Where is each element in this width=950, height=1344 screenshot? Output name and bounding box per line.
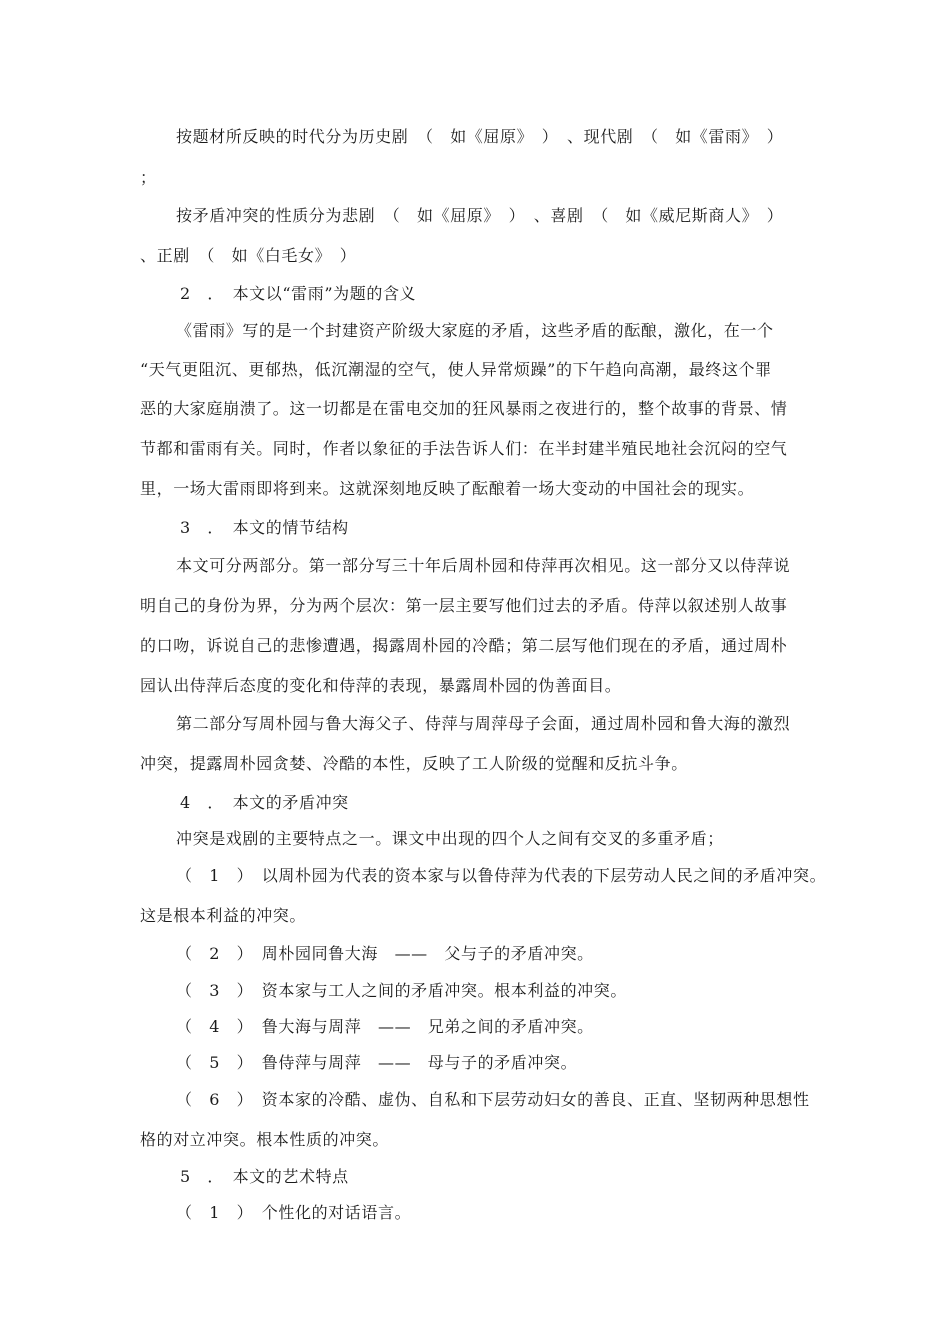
- text-line: 里，一场大雷雨即将到来。这就深刻地反映了酝酿着一场大变动的中国社会的现实。: [140, 479, 755, 498]
- text-line: “天气更阻沉、更郁热，低沉潮湿的空气，使人异常烦躁”的下午趋向高潮，最终这个罪: [140, 360, 772, 379]
- text-line: ；: [140, 168, 157, 187]
- list-item: （ 5 ） 鲁侍萍与周萍 —— 母与子的矛盾冲突。: [176, 1053, 578, 1072]
- text-line: 按矛盾冲突的性质分为悲剧 （ 如《屈原》 ） 、喜剧 （ 如《威尼斯商人》 ）: [176, 206, 784, 225]
- text-line: 节都和雷雨有关。同时，作者以象征的手法告诉人们：在半封建半殖民地社会沉闷的空气: [140, 439, 788, 458]
- list-item: （ 2 ） 周朴园同鲁大海 —— 父与子的矛盾冲突。: [176, 944, 594, 963]
- text-line: 恶的大家庭崩溃了。这一切都是在雷电交加的狂风暴雨之夜进行的，整个故事的背景、情: [140, 399, 788, 418]
- list-item: （ 3 ） 资本家与工人之间的矛盾冲突。根本利益的冲突。: [176, 981, 627, 1000]
- list-item: （ 6 ） 资本家的冷酷、虚伪、自私和下层劳动妇女的善良、正直、坚韧两种思想性: [176, 1090, 810, 1109]
- list-item: （ 1 ） 以周朴园为代表的资本家与以鲁侍萍为代表的下层劳动人民之间的矛盾冲突。: [176, 866, 827, 885]
- text-line: 、正剧 （ 如《白毛女》 ）: [140, 246, 357, 265]
- text-line: 这是根本利益的冲突。: [140, 906, 307, 925]
- text-line: 的口吻，诉说自己的悲惨遭遇，揭露周朴园的冷酷；第二层写他们现在的矛盾，通过周朴: [140, 636, 788, 655]
- text-line: 园认出侍萍后态度的变化和侍萍的表现，暴露周朴园的伪善面目。: [140, 676, 622, 695]
- text-line: 本文可分两部分。第一部分写三十年后周朴园和侍萍再次相见。这一部分又以侍萍说: [176, 556, 791, 575]
- text-line: 冲突是戏剧的主要特点之一。课文中出现的四个人之间有交叉的多重矛盾；: [176, 829, 724, 848]
- text-line: 明自己的身份为界，分为两个层次：第一层主要写他们过去的矛盾。侍萍以叙述别人故事: [140, 596, 788, 615]
- section-heading: 3 ． 本文的情节结构: [180, 518, 349, 537]
- text-line: 第二部分写周朴园与鲁大海父子、侍萍与周萍母子会面，通过周朴园和鲁大海的激烈: [176, 714, 791, 733]
- section-heading: 4 ． 本文的矛盾冲突: [180, 793, 349, 812]
- section-heading: 5 ． 本文的艺术特点: [180, 1167, 349, 1186]
- text-line: 《雷雨》写的是一个封建资产阶级大家庭的矛盾，这些矛盾的酝酿，激化，在一个: [176, 321, 774, 340]
- text-line: 按题材所反映的时代分为历史剧 （ 如《屈原》 ） 、现代剧 （ 如《雷雨》 ）: [176, 127, 784, 146]
- text-line: 格的对立冲突。根本性质的冲突。: [140, 1130, 390, 1149]
- section-heading: 2 ． 本文以“雷雨”为题的含义: [180, 284, 417, 303]
- list-item: （ 4 ） 鲁大海与周萍 —— 兄弟之间的矛盾冲突。: [176, 1017, 594, 1036]
- text-line: 冲突，提露周朴园贪婪、冷酷的本性，反映了工人阶级的觉醒和反抗斗争。: [140, 754, 688, 773]
- list-item: （ 1 ） 个性化的对话语言。: [176, 1203, 412, 1222]
